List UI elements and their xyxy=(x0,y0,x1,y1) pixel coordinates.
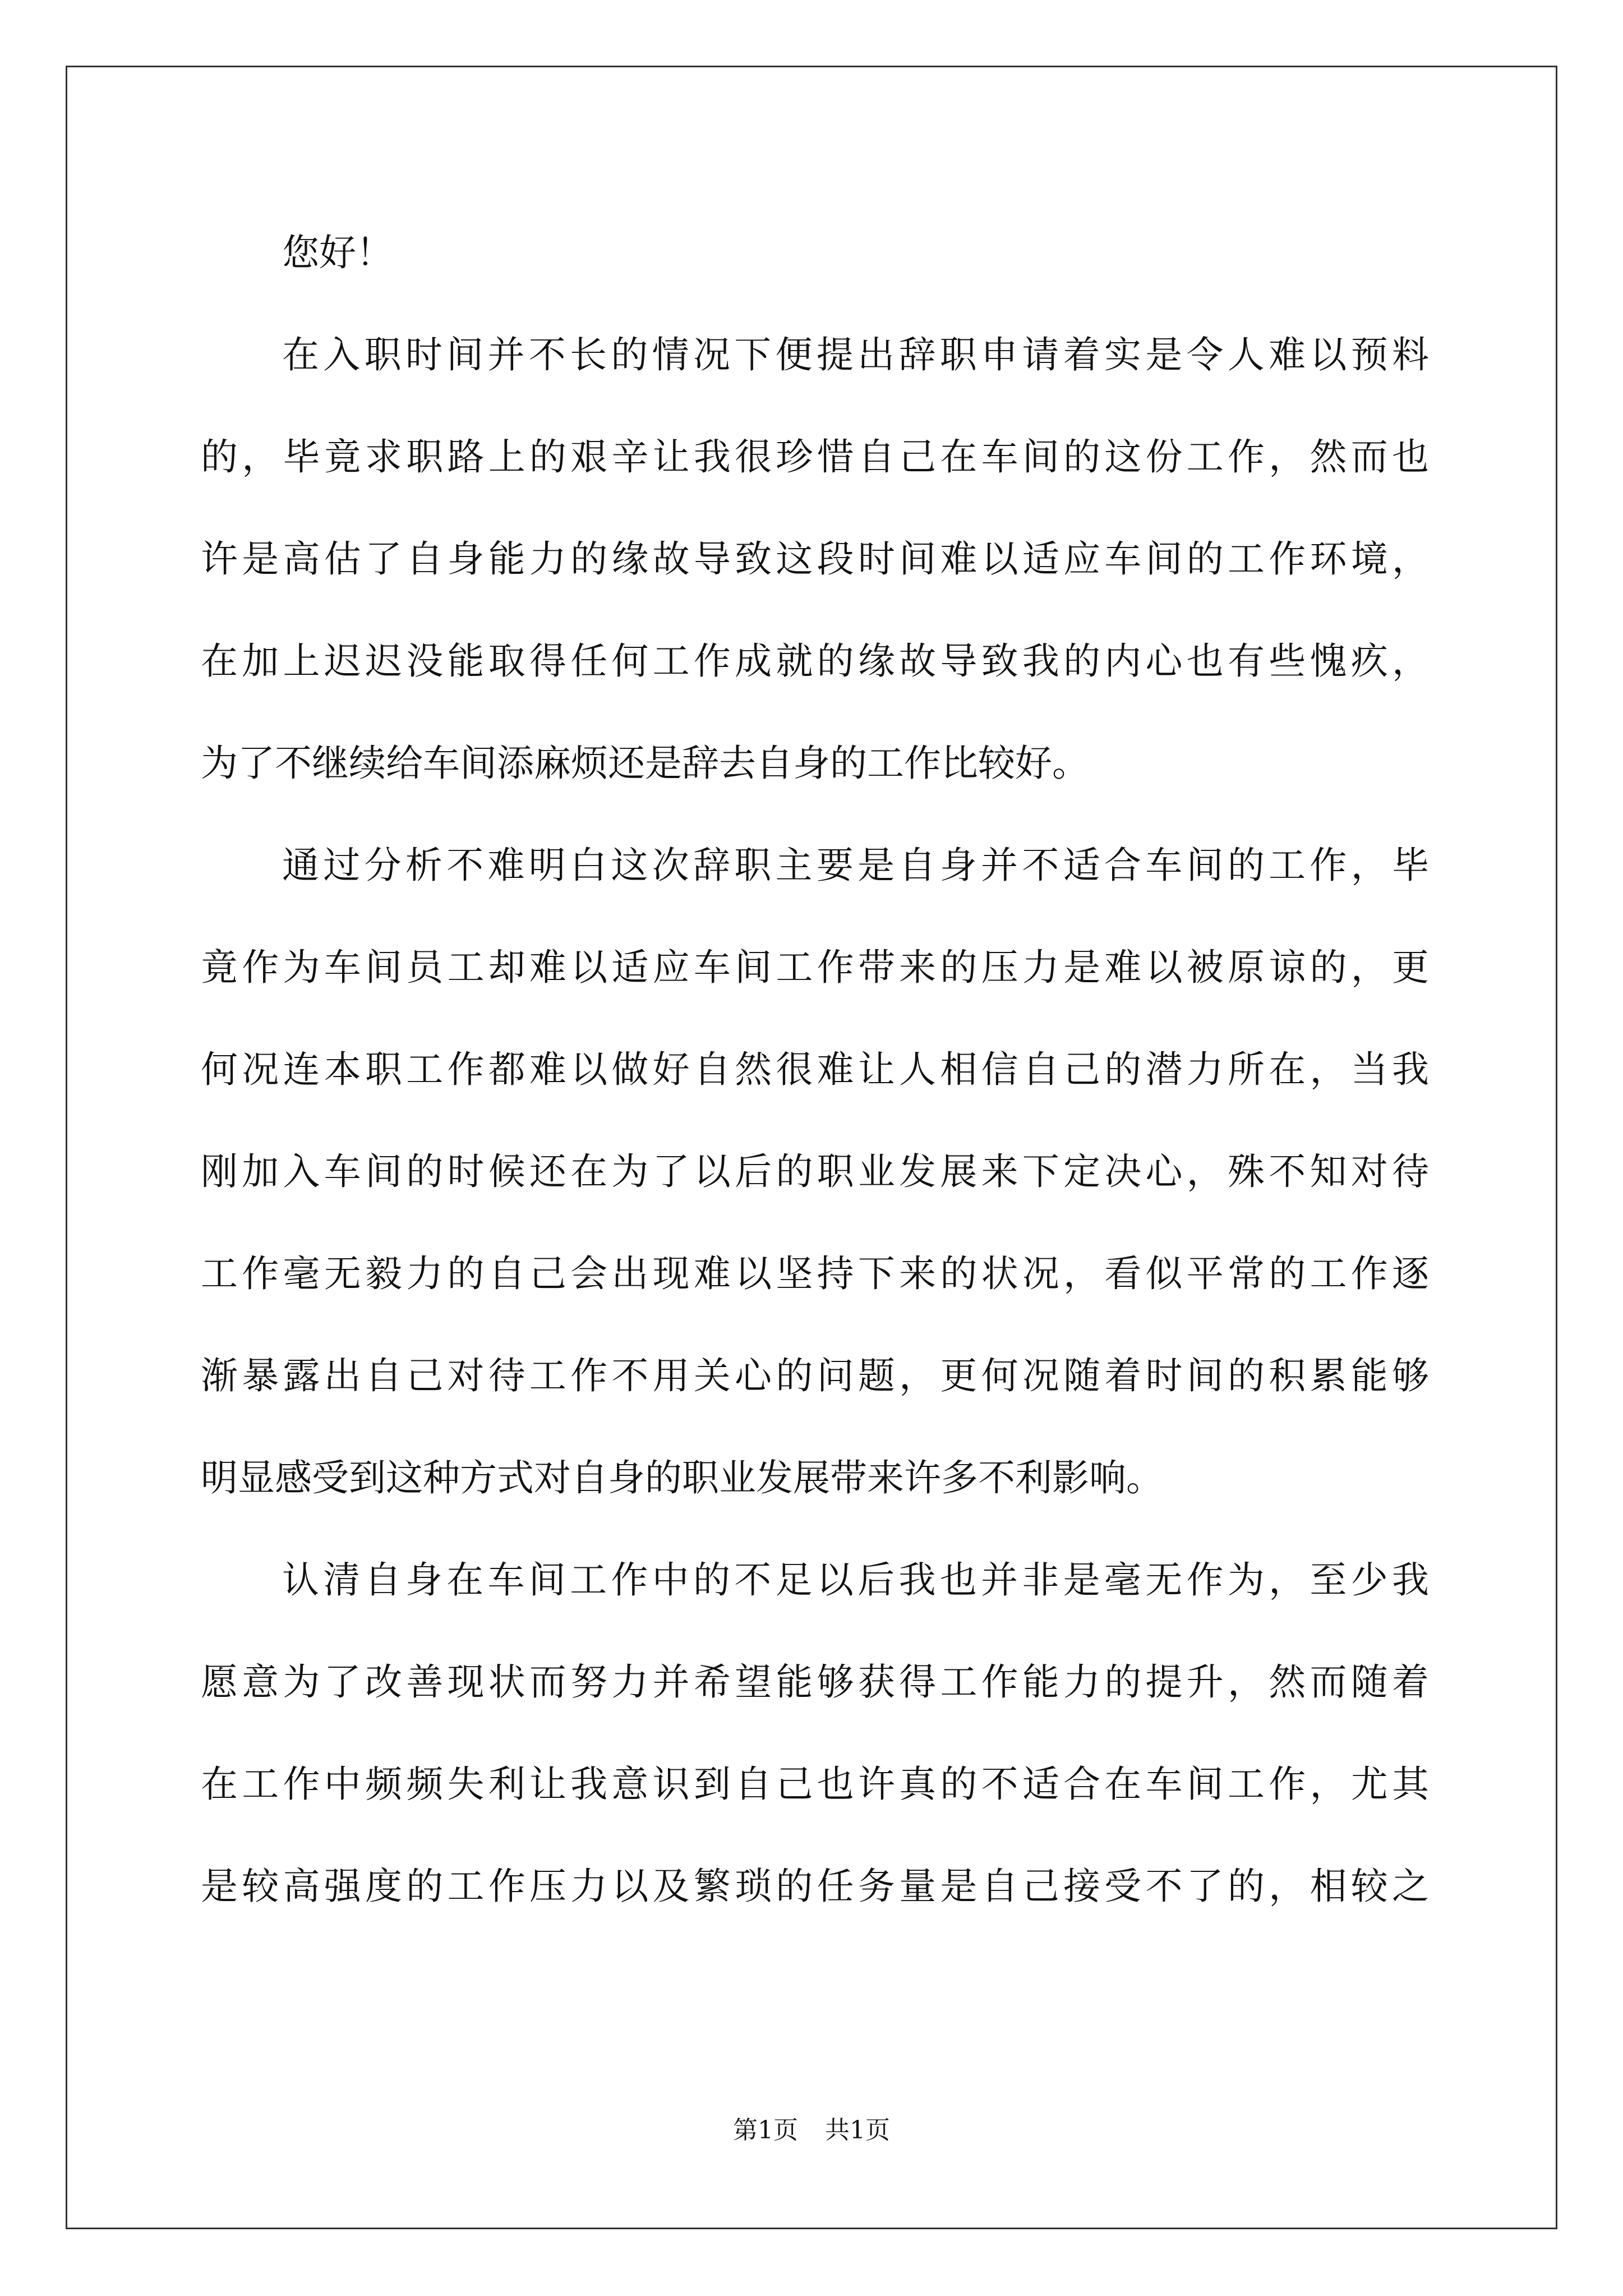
document-body xyxy=(201,202,1429,1938)
text-line: 的，毕竟求职路上的艰辛让我很珍惜自己在车间的这份工作，然而也 xyxy=(201,435,1429,478)
text-line: 刚加入车间的时候还在为了以后的职业发展来下定决心，殊不知对待 xyxy=(201,1150,1429,1193)
paragraph-1 xyxy=(201,304,1429,815)
text-line: 在入职时间并不长的情况下便提出辞职申请着实是令人难以预料 xyxy=(282,333,1429,376)
text-line: 认清自身在车间工作中的不足以后我也并非是毫无作为，至少我 xyxy=(282,1558,1429,1602)
page-number: 第1页 xyxy=(733,2116,798,2145)
text-line: 许是高估了自身能力的缘故导致这段时间难以适应车间的工作环境， xyxy=(201,537,1429,581)
text-line: 愿意为了改善现状而努力并希望能够获得工作能力的提升，然而随着 xyxy=(201,1660,1429,1704)
text-line: 通过分析不难明白这次辞职主要是自身并不适合车间的工作，毕 xyxy=(282,844,1429,887)
text-line: 在工作中频频失利让我意识到自己也许真的不适合在车间工作，尤其 xyxy=(201,1763,1429,1806)
text-line: 明显感受到这种方式对自身的职业发展带来许多不利影响。 xyxy=(201,1456,1163,1499)
text-line: 工作毫无毅力的自己会出现难以坚持下来的状况，看似平常的工作逐 xyxy=(201,1252,1429,1295)
page-footer xyxy=(0,2114,1623,2147)
paragraph-3 xyxy=(201,1529,1429,1938)
text-line: 是较高强度的工作压力以及繁琐的任务量是自己接受不了的，相较之 xyxy=(201,1865,1429,1908)
text-line: 渐暴露出自己对待工作不用关心的问题，更何况随着时间的积累能够 xyxy=(201,1354,1429,1397)
text-line: 为了不继续给车间添麻烦还是辞去自身的工作比较好。 xyxy=(201,742,1089,785)
paragraph-2 xyxy=(201,815,1429,1529)
page-total: 共1页 xyxy=(825,2116,890,2145)
greeting: 您好！ xyxy=(282,231,393,274)
text-line: 竟作为车间员工却难以适应车间工作带来的压力是难以被原谅的，更 xyxy=(201,946,1429,989)
text-line: 在加上迟迟没能取得任何工作成就的缘故导致我的内心也有些愧疚， xyxy=(201,639,1429,683)
text-line: 何况连本职工作都难以做好自然很难让人相信自己的潜力所在，当我 xyxy=(201,1048,1429,1091)
